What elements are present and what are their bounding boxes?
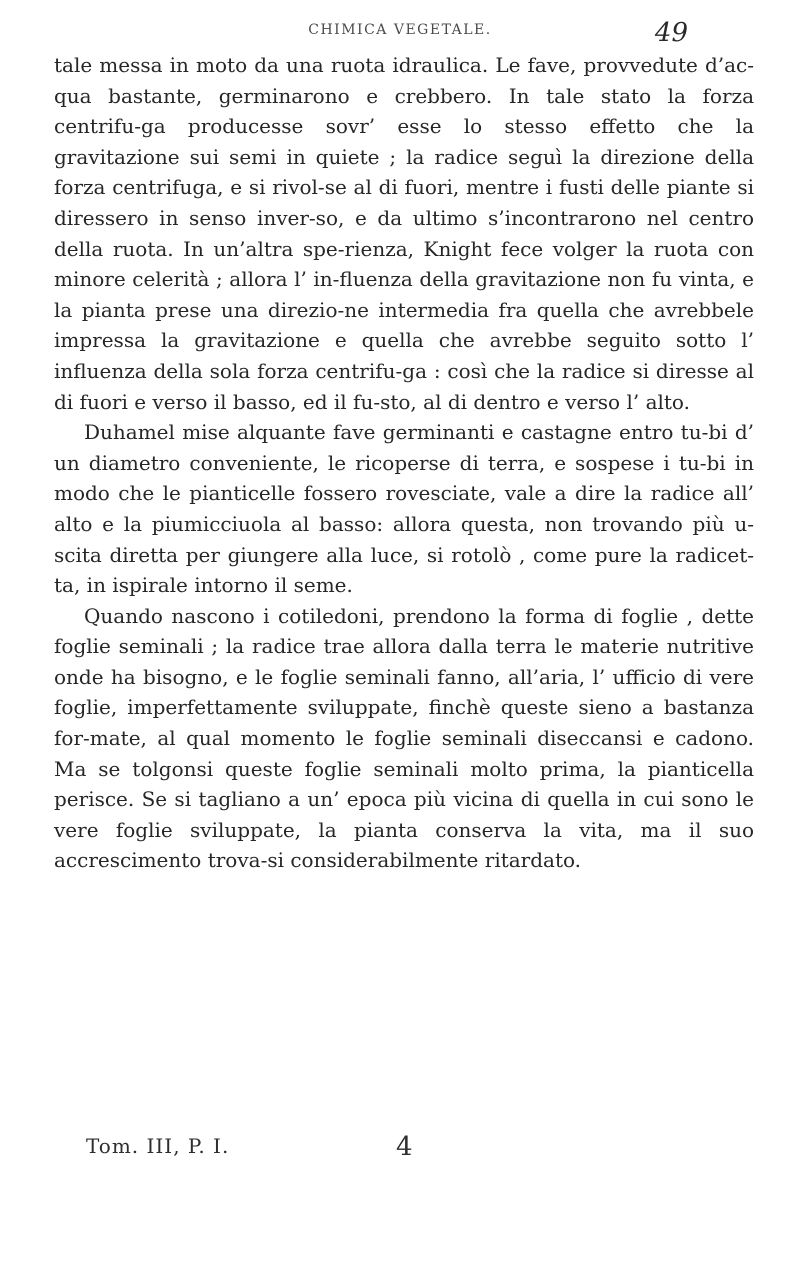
page-number: 49 — [654, 18, 688, 48]
body-text — [54, 50, 754, 876]
signature-mark: Tom. III, P. I. — [86, 1134, 230, 1158]
paragraph-1: tale messa in moto da una ruota idraulica. Le fave, provvedute d’ac-qua bastante, germinarono e crebbero. In tale stato la forza centrifu-ga producesse sovr’ esse lo stesso effetto che la gravitazione sui semi in quiete ; la radice seguì la direzione della forza centrifuga, e si rivol-se al di fuori, mentre i fusti delle piante si diressero in senso inver-so, e da ultimo s’incontrarono nel centro della ruota. In un’altra spe-rienza, Knight fece volger la ruota con minore celerità ; allora l’ in-fluenza della gravitazione non fu vinta, e la pianta prese una direzio-ne intermedia fra quella che avrebbele impressa la gravitazione e quella che avrebbe seguito sotto l’ influenza della sola forza centrifu-ga : così che la radice si diresse al di fuori e verso il basso, ed il fu-sto, al di dentro e verso l’ alto. — [54, 53, 754, 414]
signature-number: 4 — [396, 1132, 413, 1162]
paragraph-3: Quando nascono i cotiledoni, prendono la forma di foglie , dette foglie seminali ; la radice trae allora dalla terra le materie nutritive onde ha bisogno, e le foglie seminali fanno, all’aria, l’ ufficio di vere foglie, imperfettamente sviluppate, finchè queste sieno a bastanza for-mate, al qual momento le foglie seminali diseccansi e cadono. Ma se tolgonsi queste foglie seminali molto prima, la pianticella perisce. Se si tagliano a un’ epoca più vicina di quella in cui sono le vere foglie sviluppate, la pianta conserva la vita, ma il suo accrescimento trova-si considerabilmente ritardato. — [54, 603, 754, 873]
paragraph-2: Duhamel mise alquante fave germinanti e castagne entro tu-bi d’ un diametro conveniente, le ricoperse di terra, e sospese i tu-bi in modo che le pianticelle fossero rovesciate, vale a dire la radice all’ alto e la piumicciuola al basso: allora questa, non trovando più u-scita diretta per giungere alla luce, si rotolò , come pure la radicet-ta, in ispirale intorno il seme. — [54, 420, 754, 598]
running-head: CHIMICA VEGETALE. — [308, 22, 492, 38]
